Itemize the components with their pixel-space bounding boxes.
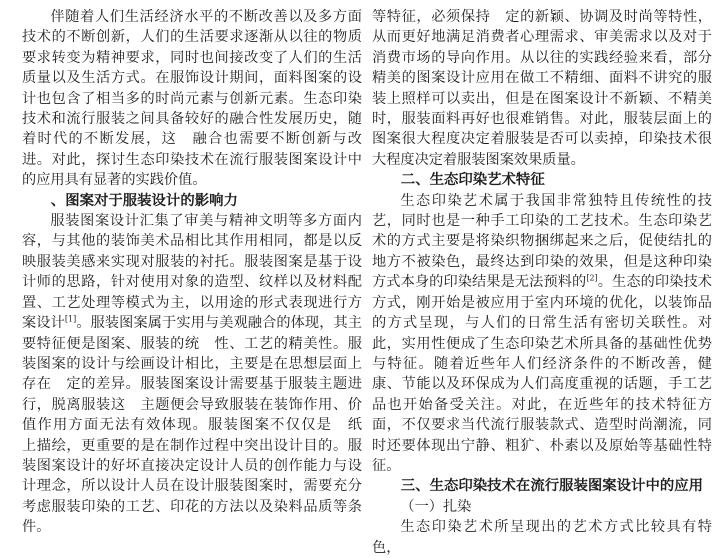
subsection-heading-tie-dye: （一）扎染 — [400, 498, 472, 515]
eco-dyeing-text-b: 。生态的印染技术方式，刚开始是被应用于室内环境的优化，以装饰品的方式呈现，与人们的日常生活有密切关联性。对此，实用性便成了生态印染艺术所具备的基础性优势与特征。随着近些年人们经济条件的不断改善，健康、节能以及环保成为人们高度重视的话题，手工艺品也开始备受关注。对此，在近些年的技术特征方面，不仅要求当代流行服装款式、造型时尚潮流，同时还要体现出宁静、粗犷、朴素以及原始等基础性特征。 — [372, 274, 712, 474]
intro-paragraph: 伴随着人们生活经济水平的不断改善以及多方面技术的不断创新，人们的生活要求逐渐从以往的物质要求转变为精神要求，同时也间接改变了人们的生活质量以及生活方式。在服饰设计期间，面料图案的设计也包含了相当多的时尚元素与创新元素。生态印染技术和流行服装之间具备较好的融合性发展历史，随着时代的不断发展，这 融合也需要不断创新与改进。对此，探讨生态印染技术在流行服装图案设计中的应用具有显著的实践价值。 — [22, 9, 362, 189]
left-column — [22, 7, 377, 538]
pattern-influence-text-a: 服装图案设计汇集了审美与精神文明等多方面内容，与其他的装饰美术品相比其作用相同，都是以反映服装美感来实现对服装的衬托。服装图案是基于设计师的思路，针对使用对象的造型、纹样以及材料配置、工艺处理等模式为主，以用途的形式表现进行方案设计 — [22, 213, 362, 332]
section-heading-1: 、图案对于服装设计的影响力 — [50, 191, 238, 209]
pattern-influence-paragraph — [22, 211, 377, 538]
section-heading-3: 三、生态印染技术在流行服装图案设计中的应用 — [400, 477, 704, 495]
eco-dyeing-text-a: 生态印染艺术属于我国非常独特且传统性的技艺，同时也是一种手工印染的工艺技术。生态印染艺术的方式主要是将染织物捆绑起来之后，促使结扎的地方不被染色，最终达到印染的效果，但是这种印染方式本身的印染结果是无法预料的 — [372, 192, 712, 291]
pattern-influence-text-b: 。服装图案属于实用与美观融合的体现，其主要特征便是图案、服装的统 性、工艺的精美性。服装图案的设计与绘画设计相比，主要是在思想层面上存在 定的差异。服装图案设计需要基于服装主题进行，脱离服装这 主题便会导致服装在装饰作用、价值作用方面无法有效体现。服装图案不仅仅是 纸 上描绘，更重要的是在制作过程中突出设计目的。服装图案设计的好坏直接决定设计人员的创作能力与设计理念，所以设计人员在设计服装图案时，需要充分考虑服装印染的工艺、印花的方法以及染料品质等条件。 — [22, 315, 377, 536]
right-column — [372, 7, 712, 558]
continued-paragraph: 等特征，必须保持 定的新颖、协调及时尚等特性，从而更好地满足消费者心理需求、审美需求以及对于消费市场的导向作用。从以往的实践经验来看，部分精美的图案设计应用在做工不精细、面料不讲究的服装上照样可以卖出，但是在图案设计不新颖、不精美时，服装面料再好也很难销售。对此，服装层面上的图案很大程度决定着服装是否可以卖掉，印染技术很大程度决定着服装图案效果质量。 — [372, 9, 712, 168]
citation-2: [2] — [586, 273, 598, 283]
tie-dye-paragraph: 生态印染艺术所呈现出的艺术方式比较具有特色， — [372, 519, 712, 556]
section-heading-2: 二、生态印染艺术特征 — [400, 171, 545, 189]
citation-1: [1] — [64, 314, 77, 324]
eco-dyeing-features-paragraph — [372, 191, 712, 477]
